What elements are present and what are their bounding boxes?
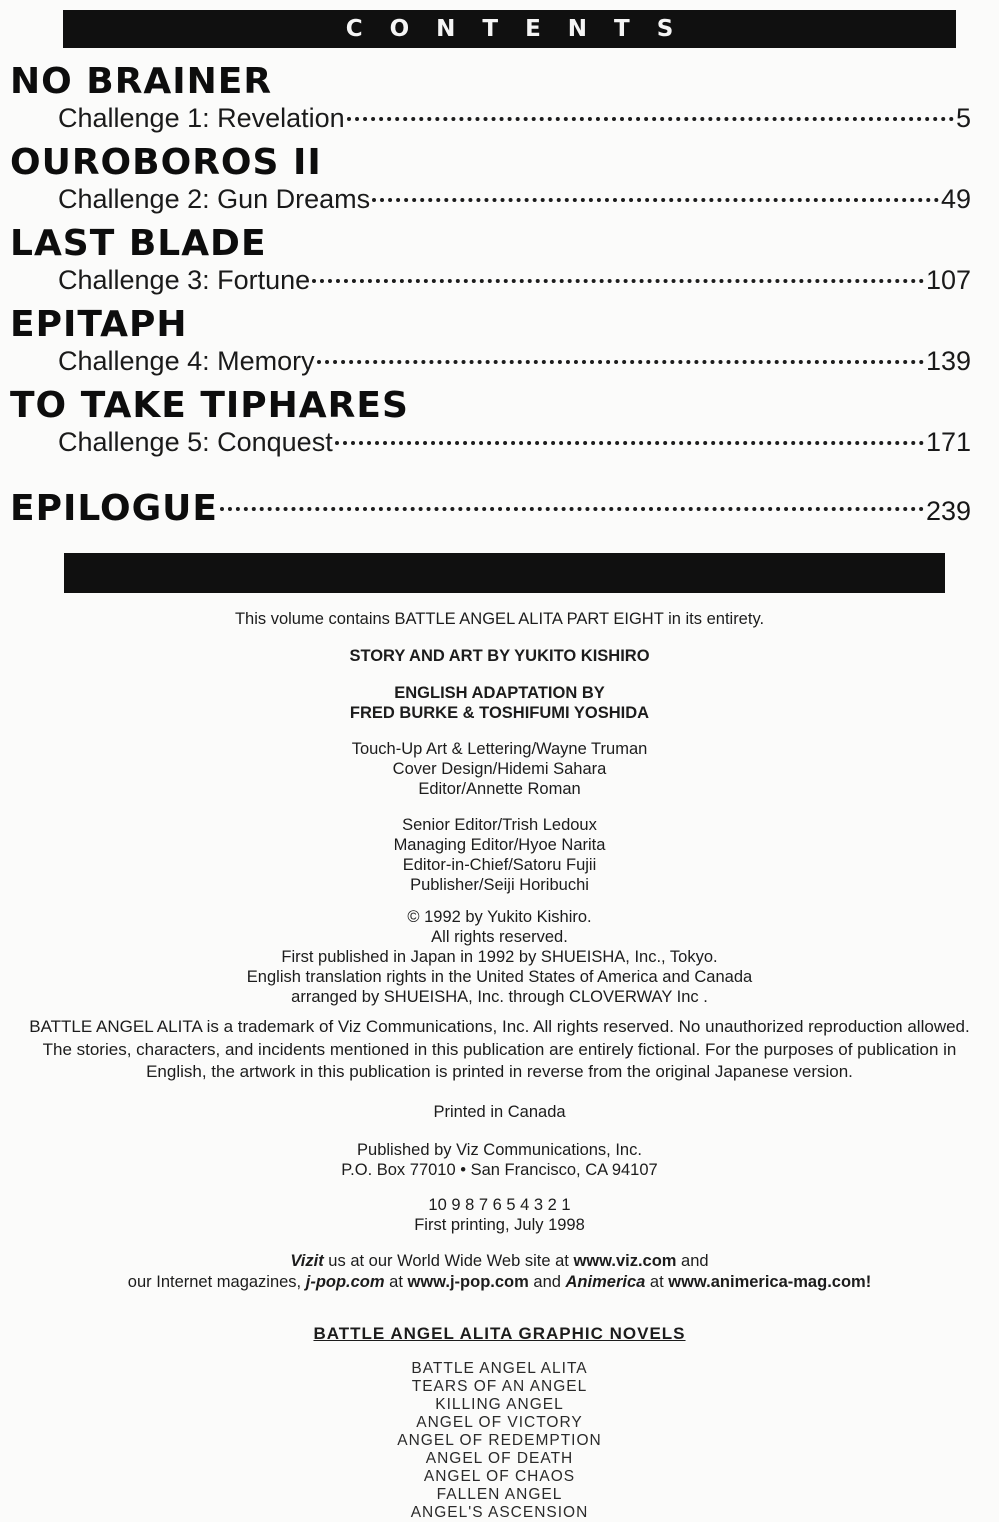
toc-entry (10, 224, 971, 297)
toc-page-number: 239 (925, 496, 971, 526)
graphic-novel-title: FALLEN ANGEL (436, 1485, 563, 1503)
toc-page-number: 171 (925, 427, 971, 457)
web-promo-text: at (645, 1272, 669, 1291)
graphic-novel-title: ANGEL'S ASCENSION (410, 1503, 589, 1521)
staff-credit: Publisher/Seiji Horibuchi (410, 876, 589, 894)
animerica-url: www.animerica-mag.com! (668, 1272, 872, 1291)
web-promo-text: and (528, 1272, 566, 1291)
toc-section-title: EPILOGUE (10, 488, 219, 529)
copyright-line: All rights reserved. (431, 928, 568, 946)
toc-section-title: NO BRAINER (10, 61, 273, 102)
toc-page-number: 49 (940, 184, 971, 214)
web-promo-line-1 (0, 1251, 999, 1271)
printed-in: Printed in Canada (433, 1102, 566, 1121)
toc-section-title: TO TAKE TIPHARES (10, 385, 409, 426)
toc-entry (10, 62, 971, 135)
jpop-url: www.j-pop.com (407, 1272, 529, 1291)
graphic-novel-title: ANGEL OF VICTORY (416, 1413, 583, 1431)
staff-credit: Managing Editor/Hyoe Narita (393, 836, 606, 854)
copyright-line: © 1992 by Yukito Kishiro. (407, 908, 592, 926)
volume-note: This volume contains BATTLE ANGEL ALITA PART EIGHT in its entirety. (234, 610, 765, 628)
graphic-novel-title: KILLING ANGEL (435, 1395, 564, 1413)
toc-section-title: OUROBOROS II (10, 142, 322, 183)
toc-chapter-label: Challenge 4: Memory (58, 346, 315, 376)
toc-chapter-row (58, 183, 971, 216)
staff-credit: Senior Editor/Trish Ledoux (402, 816, 597, 834)
graphic-novels-heading: BATTLE ANGEL ALITA GRAPHIC NOVELS (313, 1323, 686, 1343)
graphic-novel-title: ANGEL OF DEATH (425, 1449, 574, 1467)
graphic-novel-title: BATTLE ANGEL ALITA (411, 1359, 588, 1377)
staff-credit: Cover Design/Hidemi Sahara (392, 760, 607, 778)
dot-leader (317, 360, 924, 364)
dot-leader (372, 198, 939, 202)
toc-chapter-row (58, 264, 971, 297)
toc-chapter-row (58, 102, 971, 135)
toc-chapter-label: Challenge 1: Revelation (58, 103, 345, 133)
web-promo-text: at (384, 1272, 408, 1291)
contents-header-bar (63, 10, 956, 48)
toc-epilogue-row (10, 489, 971, 529)
dot-leader (347, 117, 954, 121)
web-promo-text: and (676, 1251, 709, 1270)
printing-numbers: 10 9 8 7 6 5 4 3 2 1 (428, 1195, 571, 1214)
publisher-line: Published by Viz Communications, Inc. (357, 1140, 642, 1159)
dot-leader (220, 507, 924, 511)
graphic-novels-list (0, 1360, 999, 1522)
toc-chapter-label: Challenge 5: Conquest (58, 427, 333, 457)
toc-chapter-label: Challenge 3: Fortune (58, 265, 311, 295)
adaptation-heading: ENGLISH ADAPTATION BY (394, 684, 605, 702)
copyright-line: arranged by SHUEISHA, Inc. through CLOVERWAY Inc . (291, 988, 708, 1006)
toc-entry (10, 305, 971, 378)
staff-credit: Touch-Up Art & Lettering/Wayne Truman (351, 740, 648, 758)
toc-entry (10, 143, 971, 216)
toc-chapter-row (58, 426, 971, 459)
viz-url: www.viz.com (573, 1251, 677, 1270)
publisher-address: P.O. Box 77010 • San Francisco, CA 94107 (341, 1160, 658, 1179)
vizit-word: Vizit (290, 1251, 324, 1270)
contents-page (0, 10, 999, 1521)
dot-leader (335, 441, 924, 445)
dot-leader (312, 279, 924, 283)
staff-credit: Editor-in-Chief/Satoru Fujii (402, 856, 597, 874)
web-promo-text: our Internet magazines, (127, 1272, 306, 1291)
separator-bar (64, 553, 945, 593)
toc-page-number: 107 (925, 265, 971, 295)
jpop-name: j-pop.com (305, 1272, 385, 1291)
animerica-name: Animerica (565, 1272, 646, 1291)
table-of-contents (10, 62, 971, 459)
toc-page-number: 5 (955, 103, 971, 133)
graphic-novel-title: TEARS OF AN ANGEL (411, 1377, 588, 1395)
graphic-novel-title: ANGEL OF REDEMPTION (397, 1431, 602, 1449)
toc-page-number: 139 (925, 346, 971, 376)
web-promo-line-2 (0, 1272, 999, 1292)
toc-chapter-row (58, 345, 971, 378)
toc-chapter-label: Challenge 2: Gun Dreams (58, 184, 371, 214)
graphic-novel-title: ANGEL OF CHAOS (423, 1467, 576, 1485)
credits-section (0, 609, 999, 1344)
web-promo-text: us at our World Wide Web site at (323, 1251, 574, 1270)
staff-credit: Editor/Annette Roman (418, 780, 581, 798)
copyright-line: English translation rights in the United States of America and Canada (246, 968, 753, 986)
copyright-line: First published in Japan in 1992 by SHUEISHA, Inc., Tokyo. (281, 948, 718, 966)
story-art-credit: STORY AND ART BY YUKITO KISHIRO (349, 647, 650, 665)
toc-section-title: LAST BLADE (10, 223, 267, 264)
page-title: CONTENTS (345, 16, 701, 42)
adaptation-names: FRED BURKE & TOSHIFUMI YOSHIDA (349, 704, 650, 722)
toc-entry (10, 386, 971, 459)
toc-section-title: EPITAPH (10, 304, 188, 345)
trademark-notice: BATTLE ANGEL ALITA is a trademark of Viz Communications, Inc. All rights reserved. No unauthorized reproduction allowed. The stories, characters, and incidents mentioned in this publication are entirely fictional. For the purposes of publication in English, the artwork in this publication is printed in reverse from the original Japanese version. (29, 1017, 970, 1081)
first-printing: First printing, July 1998 (414, 1215, 585, 1234)
